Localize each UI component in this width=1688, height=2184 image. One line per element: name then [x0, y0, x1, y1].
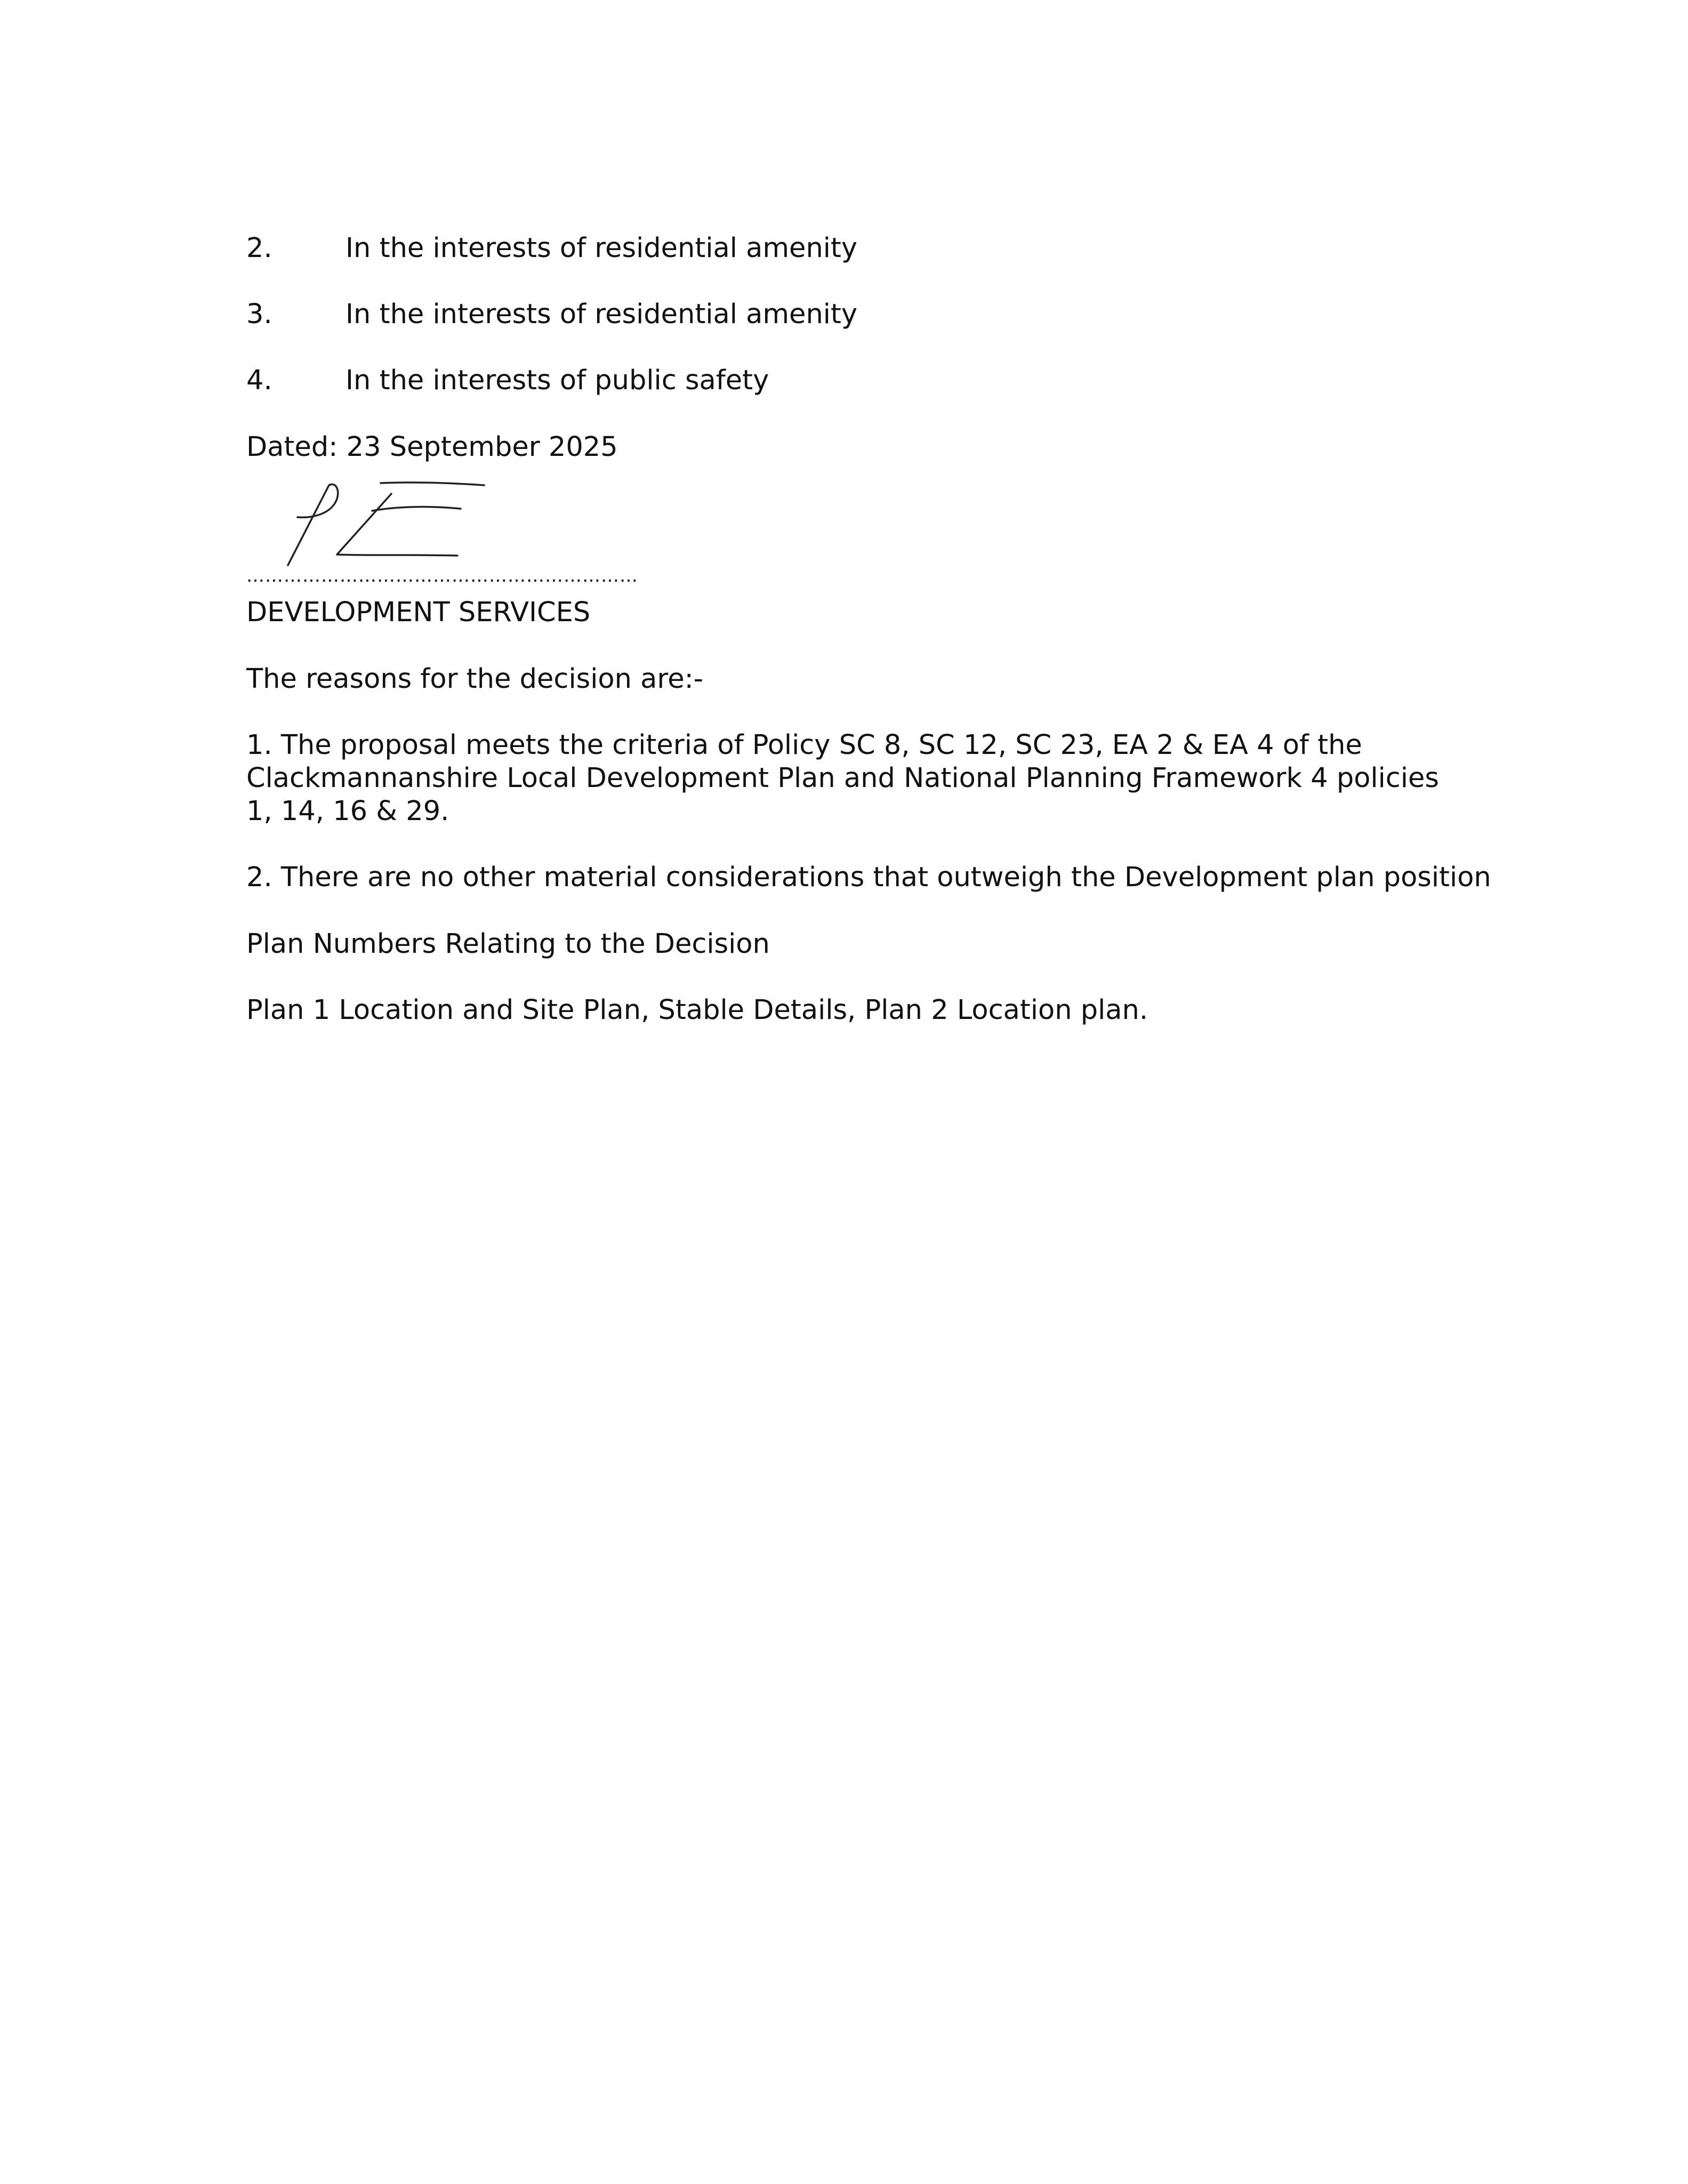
condition-number: 4.	[246, 365, 272, 396]
condition-number: 2.	[246, 232, 272, 264]
plans-text: Plan 1 Location and Site Plan, Stable Details, Plan 2 Location plan.	[246, 994, 1148, 1026]
condition-text: In the interests of public safety	[345, 365, 769, 396]
signature-dotted-line: ………………………………………………………	[246, 565, 638, 587]
condition-text: In the interests of residential amenity	[345, 299, 858, 330]
condition-number: 3.	[246, 299, 272, 330]
reason-item: 2. There are no other material considerations that outweigh the Development plan position	[246, 862, 1491, 893]
dated-line: Dated: 23 September 2025	[246, 431, 618, 463]
condition-text: In the interests of residential amenity	[345, 232, 858, 264]
plans-heading: Plan Numbers Relating to the Decision	[246, 928, 770, 960]
reasons-heading: The reasons for the decision are:-	[246, 663, 704, 695]
reason-item: 1. The proposal meets the criteria of Policy SC 8, SC 12, SC 23, EA 2 & EA 4 of the Clackmannanshire Local Development Plan and National Planning Framework 4 policies 1, 14, 16 & 29.	[246, 729, 1439, 827]
department-name: DEVELOPMENT SERVICES	[246, 597, 591, 628]
